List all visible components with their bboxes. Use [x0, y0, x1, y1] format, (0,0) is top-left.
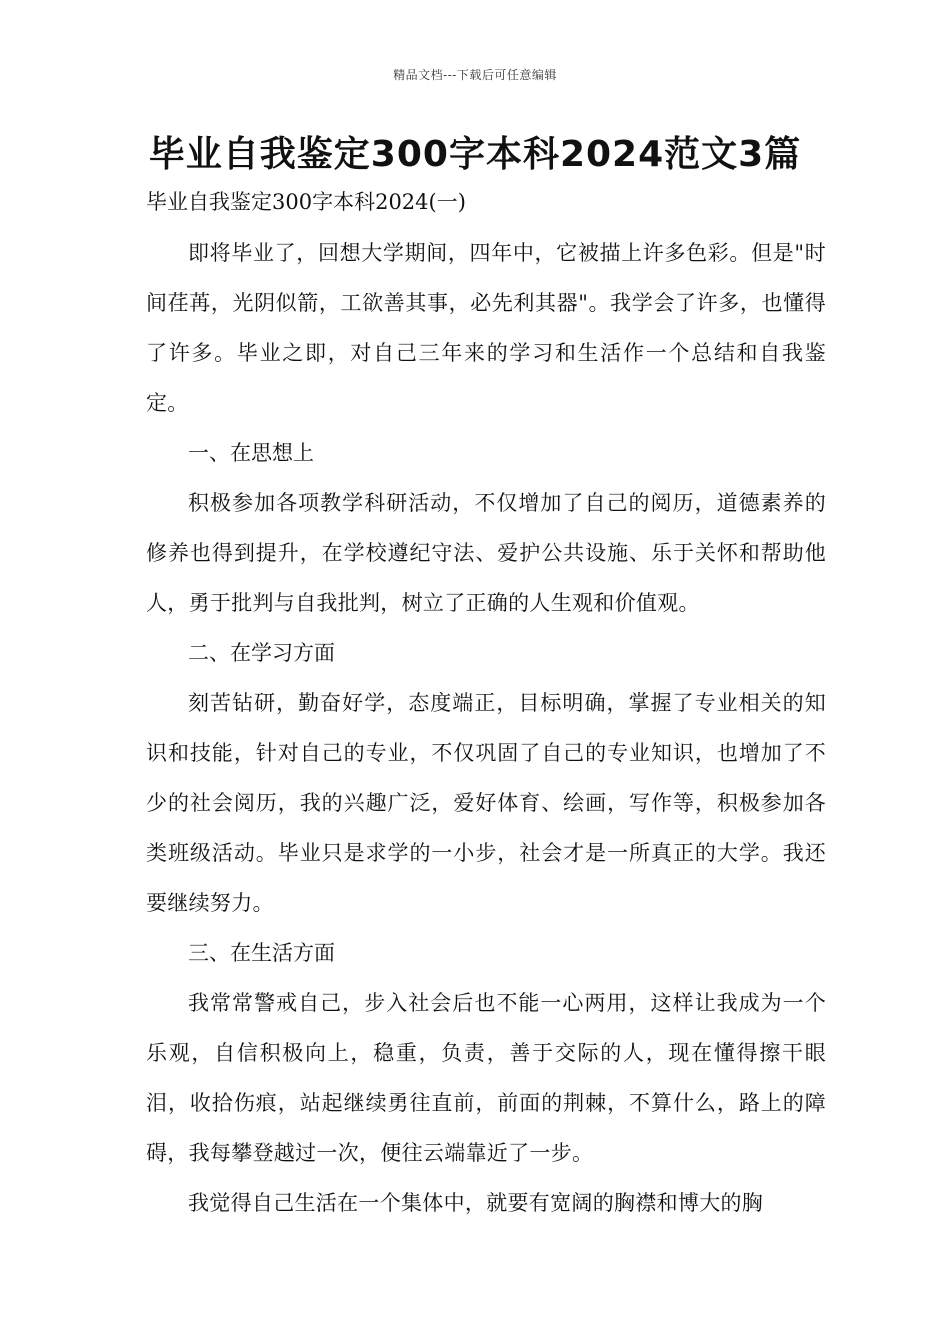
heading-life: 三、在生活方面 — [188, 941, 335, 965]
page-header: 精品文档---下载后可任意编辑 — [393, 68, 557, 82]
heading-study: 二、在学习方面 — [188, 641, 335, 665]
paragraph-thought: 积极参加各项教学科研活动，不仅增加了自己的阅历，道德素养的修养也得到提升，在学校遵纪守法、爱护公共设施、乐于关怀和帮助他人，勇于批判与自我批判，树立了正确的人生观和价值观。 — [146, 491, 826, 615]
paragraph-life: 我常常警戒自己，步入社会后也不能一心两用，这样让我成为一个乐观，自信积极向上，稳重，负责，善于交际的人，现在懂得擦干眼泪，收拾伤痕，站起继续勇往直前，前面的荆棘，不算什么，路上的障碍，我每攀登越过一次，便往云端靠近了一步。 — [146, 991, 826, 1165]
paragraph-intro: 即将毕业了，回想大学期间，四年中，它被描上许多色彩。但是"时间荏苒，光阴似箭，工欲善其事，必先利其器"。我学会了许多，也懂得了许多。毕业之即，对自己三年来的学习和生活作一个总结和自我鉴定。 — [146, 241, 826, 415]
paragraph-study: 刻苦钻研，勤奋好学，态度端正，目标明确，掌握了专业相关的知识和技能，针对自己的专业，不仅巩固了自己的专业知识，也增加了不少的社会阅历，我的兴趣广泛，爱好体育、绘画，写作等，积极参加各类班级活动。毕业只是求学的一小步，社会才是一所真正的大学。我还要继续努力。 — [146, 691, 826, 915]
document-body — [146, 228, 826, 1228]
paragraph-collective: 我觉得自己生活在一个集体中，就要有宽阔的胸襟和博大的胸 — [188, 1191, 764, 1215]
heading-thought: 一、在思想上 — [188, 441, 314, 465]
document-title: 毕业自我鉴定300字本科2024范文3篇 — [148, 134, 802, 175]
section-subtitle: 毕业自我鉴定300字本科2024(一) — [146, 190, 466, 214]
